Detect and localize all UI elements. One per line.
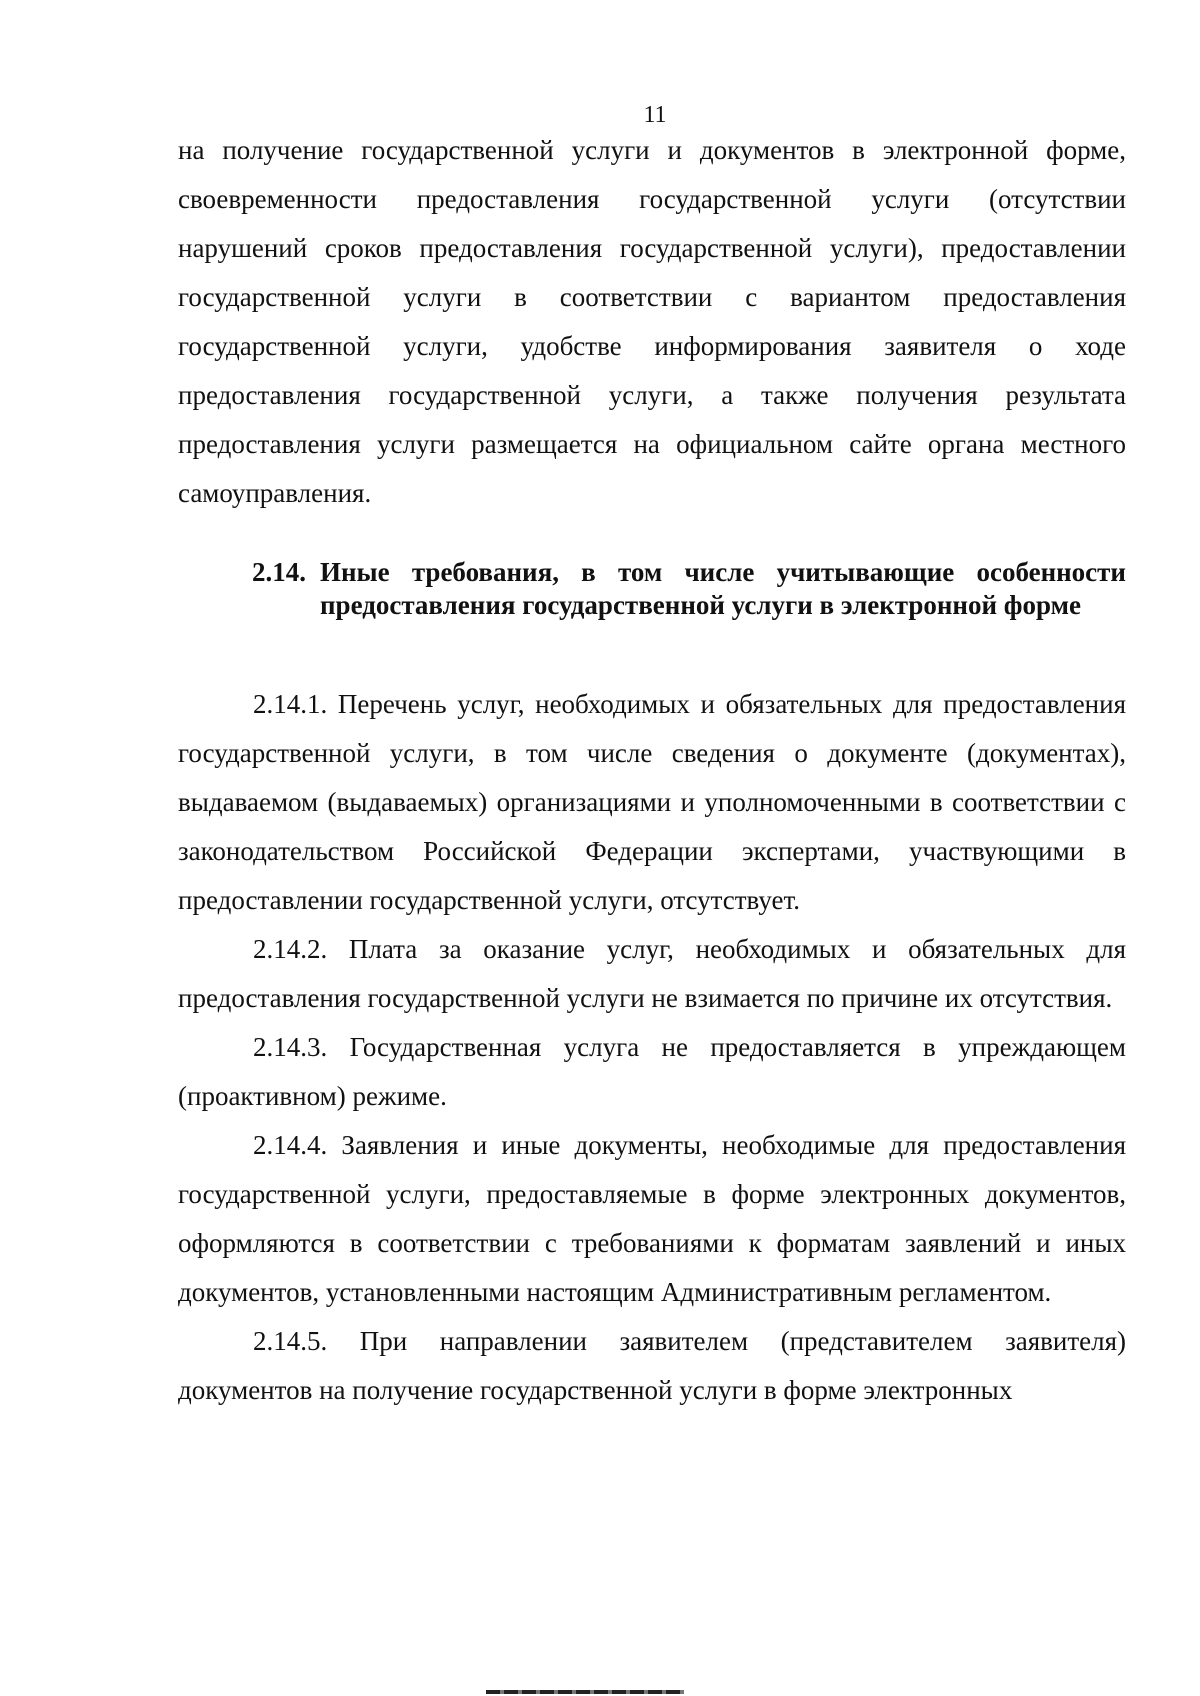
- text-block-main: [178, 680, 1126, 1415]
- page-number: 11: [643, 102, 667, 128]
- continuation-paragraph: на получение государственной услуги и документов в электронной форме, своевременности предоставления государственной услуги (отсутствии нарушений сроков предоставления государственной услуги), предоставлении государственной услуги в соответствии с вариантом предоставления государственной услуги, удобстве информирования заявителя о ходе предоставления государственной услуги, а также получения результата предоставления услуги размещается на официальном сайте органа местного самоуправления.: [178, 135, 1126, 508]
- paragraph-2-14-1: 2.14.1. Перечень услуг, необходимых и обязательных для предоставления государственной услуги, в том числе сведения о документе (документах), выдаваемом (выдаваемых) организациями и уполномоченными в соответствии с законодательством Российской Федерации экспертами, участвующими в предоставлении государственной услуги, отсутствует.: [178, 689, 1126, 915]
- paragraph-2-14-5: 2.14.5. При направлении заявителем (представителем заявителя) документов на получение государственной услуги в форме электронных: [178, 1326, 1126, 1405]
- footer-rule: [486, 1690, 684, 1694]
- section-heading-number: 2.14.: [252, 557, 306, 587]
- paragraph-2-14-3: 2.14.3. Государственная услуга не предоставляется в упреждающем (проактивном) режиме.: [178, 1032, 1126, 1111]
- paragraph-2-14-2: 2.14.2. Плата за оказание услуг, необходимых и обязательных для предоставления государственной услуги не взимается по причине их отсутствия.: [178, 934, 1126, 1013]
- paragraph-2-14-4: 2.14.4. Заявления и иные документы, необходимые для предоставления государственной услуги, предоставляемые в форме электронных документов, оформляются в соответствии с требованиями к форматам заявлений и иных документов, установленными настоящим Административным регламентом.: [178, 1130, 1126, 1307]
- section-heading: [252, 556, 1126, 622]
- text-block-top: [178, 126, 1126, 518]
- section-heading-title: Иные требования, в том числе учитывающие особенности предоставления государственной услуги в электронной форме: [320, 557, 1126, 620]
